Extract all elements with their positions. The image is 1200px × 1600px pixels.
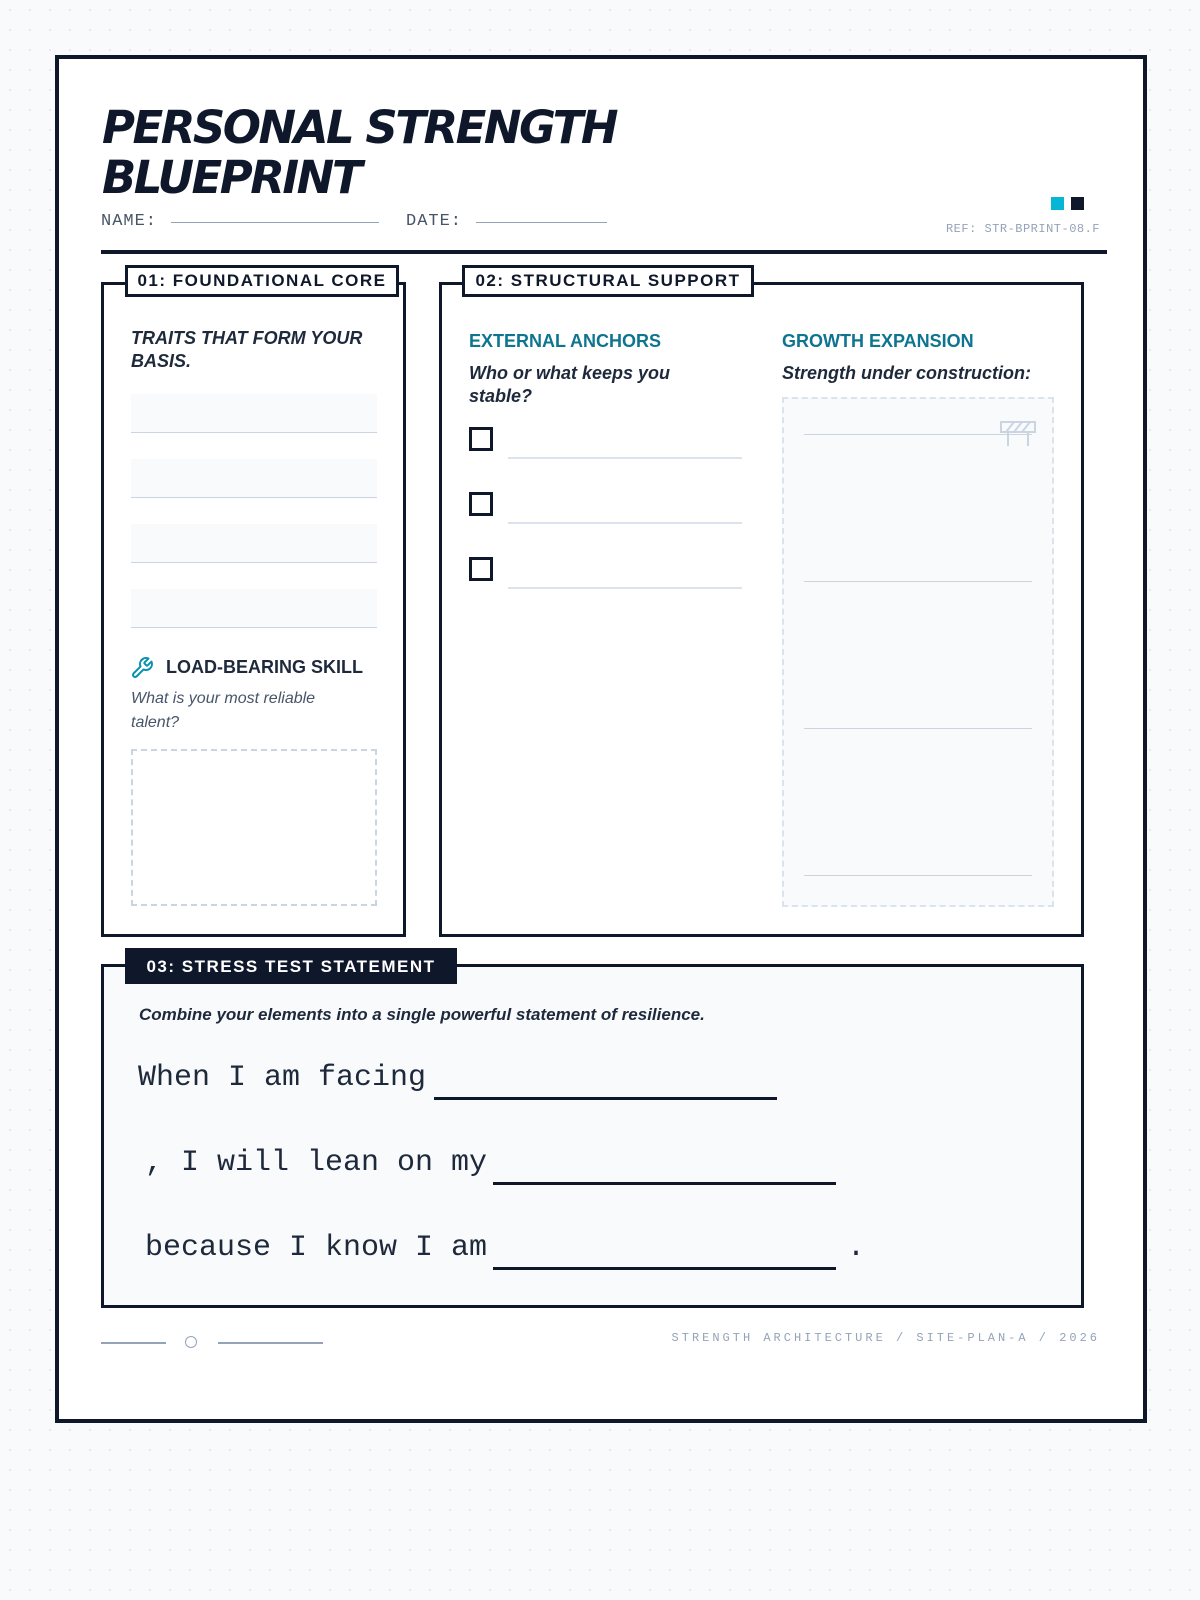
- name-label: NAME:: [101, 212, 158, 231]
- external-anchors-heading: EXTERNAL ANCHORS: [469, 331, 662, 351]
- accent-square-cyan: [1051, 197, 1064, 210]
- title-line-1: PERSONAL STRENGTH: [102, 101, 617, 154]
- anchor-input-2[interactable]: [508, 522, 742, 524]
- i-am-blank[interactable]: [493, 1267, 836, 1270]
- anchor-input-1[interactable]: [508, 457, 742, 459]
- skill-question: What is your most reliable talent?: [131, 690, 316, 731]
- worksheet-page: [55, 55, 1147, 1423]
- tab-stress-test-statement: 03: STRESS TEST STATEMENT: [125, 948, 457, 984]
- load-bearing-skill-title: LOAD-BEARING SKILL: [166, 657, 363, 677]
- header-divider: [101, 250, 1107, 254]
- trait-input-2[interactable]: [131, 459, 377, 498]
- footer-text: STRENGTH ARCHITECTURE / SITE-PLAN-A / 2026: [671, 1331, 1100, 1345]
- trait-input-3[interactable]: [131, 524, 377, 563]
- statement-line-1: When I am facing: [138, 1061, 427, 1095]
- tab-foundational-core: 01: FOUNDATIONAL CORE: [125, 265, 399, 297]
- date-field[interactable]: [476, 222, 607, 223]
- footer-rule-right: [218, 1342, 323, 1344]
- growth-line-3[interactable]: [804, 728, 1032, 729]
- growth-line-4[interactable]: [804, 875, 1032, 876]
- anchor-input-3[interactable]: [508, 587, 742, 589]
- talent-answer-box[interactable]: [131, 749, 377, 906]
- reference-code: REF: STR-BPRINT-08.F: [945, 222, 1100, 236]
- growth-prompt: Strength under construction:: [782, 363, 1031, 383]
- trait-input-1[interactable]: [131, 394, 377, 433]
- footer-circle-icon: [185, 1336, 197, 1348]
- anchor-checkbox-2[interactable]: [469, 492, 493, 516]
- page-title: [102, 103, 616, 203]
- tab-structural-support: 02: STRUCTURAL SUPPORT: [462, 265, 754, 297]
- statement-end-period: .: [847, 1231, 866, 1265]
- accent-square-dark: [1071, 197, 1084, 210]
- trait-input-4[interactable]: [131, 589, 377, 628]
- growth-expansion-box[interactable]: [782, 397, 1054, 907]
- anchors-question: Who or what keeps you stable?: [469, 363, 671, 406]
- facing-blank[interactable]: [434, 1097, 777, 1100]
- growth-line-2[interactable]: [804, 581, 1032, 582]
- statement-line-2: , I will lean on my: [145, 1146, 488, 1180]
- construction-barrier-icon: [998, 418, 1038, 450]
- traits-prompt: TRAITS THAT FORM YOUR BASIS.: [131, 328, 363, 371]
- title-line-2: BLUEPRINT: [102, 151, 361, 204]
- statement-line-3: because I know I am: [145, 1231, 488, 1265]
- growth-expansion-heading: GROWTH EXPANSION: [782, 331, 974, 351]
- statement-prompt: Combine your elements into a single powerful statement of resilience.: [139, 1005, 705, 1024]
- anchor-checkbox-3[interactable]: [469, 557, 493, 581]
- name-field[interactable]: [171, 222, 379, 223]
- date-label: DATE:: [406, 212, 463, 231]
- wrench-icon: [130, 656, 154, 680]
- anchor-checkbox-1[interactable]: [469, 427, 493, 451]
- footer-rule-left: [101, 1342, 166, 1344]
- lean-on-blank[interactable]: [493, 1182, 836, 1185]
